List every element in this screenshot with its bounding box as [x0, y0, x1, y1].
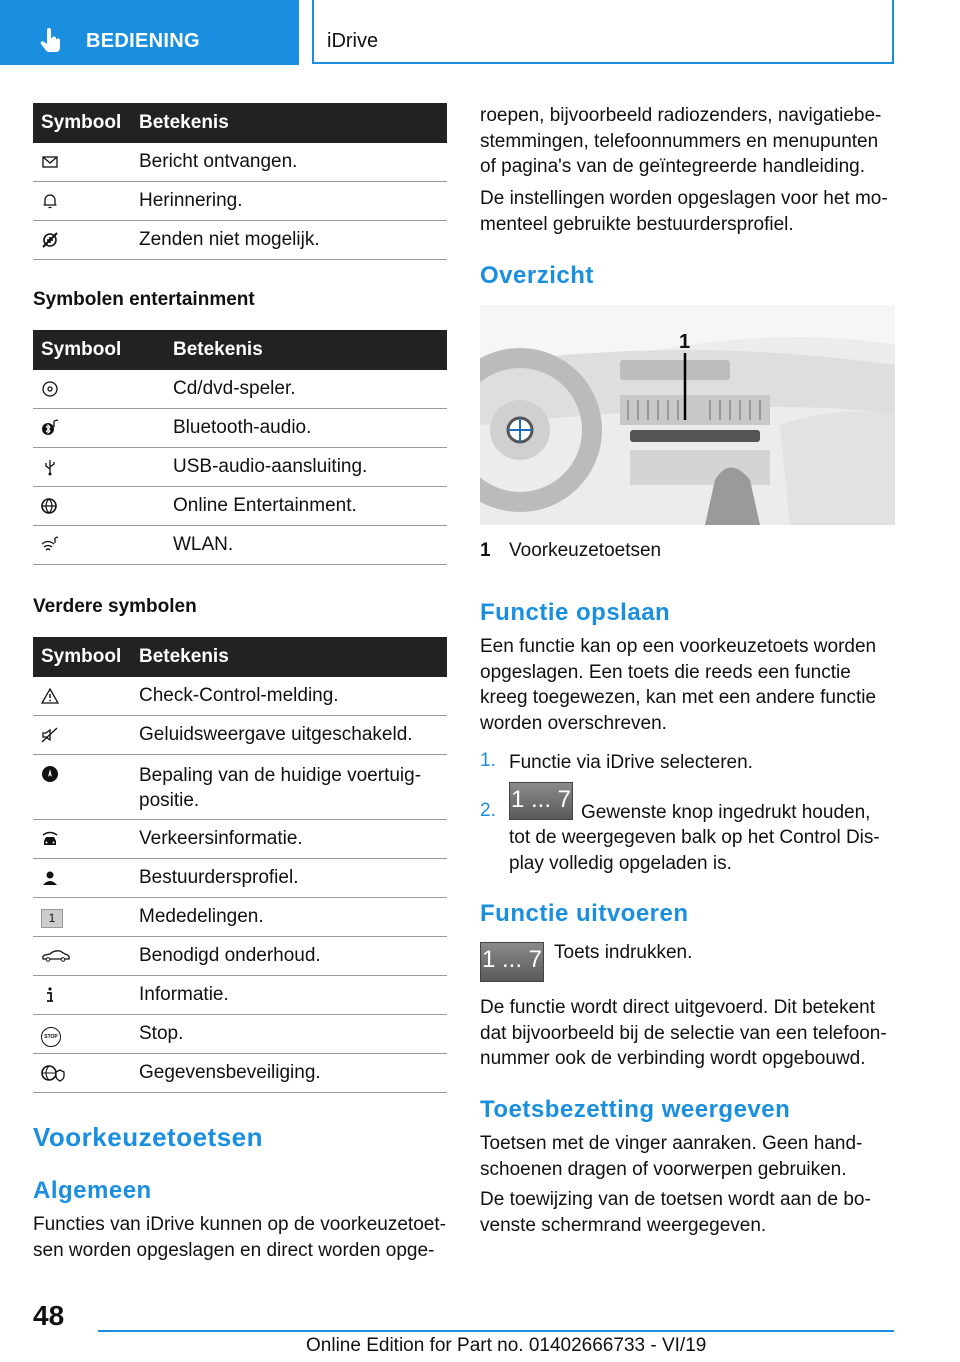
row-text: Informatie. [139, 984, 229, 1005]
traffic-icon [41, 830, 59, 848]
row-text: Benodigd onderhoud. [139, 945, 321, 966]
step-2-text-b: tot de weergegeven balk op het Control Dis- play volledig opgeladen is. [509, 827, 880, 874]
table-row [33, 526, 447, 565]
row-text: Stop. [139, 1023, 184, 1044]
legend-text: Voorkeuzetoetsen [509, 540, 662, 561]
stop-icon: STOP [41, 1027, 61, 1047]
table-row [33, 820, 447, 859]
store-heading: Functie opslaan [480, 599, 671, 626]
row-text: Bestuurdersprofiel. [139, 867, 299, 888]
chapter-title: iDrive [327, 30, 379, 52]
entertainment-table [33, 330, 447, 565]
table-row [33, 716, 447, 755]
bell-icon [41, 192, 59, 210]
show-text-2: De toewijzing van de toetsen wordt aan de bo- venste schermrand weergegeven. [480, 1189, 871, 1236]
col-symbol-header: Symbool [41, 112, 122, 133]
step-1-number: 1. [480, 750, 496, 771]
row-text: Bericht ontvangen. [139, 151, 298, 172]
table-row [33, 859, 447, 898]
table-row [33, 409, 447, 448]
row-text: Zenden niet mogelijk. [139, 229, 320, 250]
bluetooth-audio-icon [41, 419, 59, 437]
continued-text: roepen, bijvoorbeeld radiozenders, navigatiebe- stemmingen, telefoonnummers en menupunten of pagina's van de geïntegreerde handleiding. [480, 105, 882, 177]
row-text: Gegevensbeveiliging. [139, 1062, 321, 1083]
table-header [33, 103, 447, 143]
photo-callout-number: 1 [679, 331, 691, 353]
saved-text: De instellingen worden opgeslagen voor het mo- menteel gebruikte bestuurdersprofiel. [480, 188, 888, 235]
row-text: Verkeersinformatie. [139, 828, 303, 849]
algemeen-heading: Algemeen [33, 1177, 152, 1204]
row-text: Check-Control-melding. [139, 685, 339, 706]
car-service-icon [41, 949, 71, 963]
chapter-header [312, 0, 894, 64]
driver-profile-icon [41, 869, 59, 887]
table-row [33, 1054, 447, 1093]
table-row [33, 937, 447, 976]
table-row [33, 221, 447, 260]
exec-text: De functie wordt direct uitgevoerd. Dit betekent dat bijvoorbeeld bij de selectie van een telefoon- nummer ook de verbinding wordt opgebouwd. [480, 997, 887, 1069]
wlan-icon [41, 536, 59, 554]
step-2-text-a: Gewenste knop ingedrukt houden, [581, 802, 871, 823]
row-text: Online Entertainment. [173, 495, 357, 516]
row-text: Bluetooth-audio. [173, 417, 312, 438]
table-row [33, 448, 447, 487]
table-row [33, 370, 447, 409]
info-icon [41, 986, 59, 1004]
col-meaning-header: Betekenis [139, 112, 229, 133]
footer-edition: Online Edition for Part no. 01402666733 - VI/19 [306, 1335, 707, 1356]
table-row [33, 1015, 447, 1054]
col-symbol-header: Symbool [41, 646, 122, 667]
col-meaning-header: Betekenis [173, 339, 263, 360]
table-header [33, 330, 447, 370]
step-1-text: Functie via iDrive selecteren. [509, 752, 753, 773]
store-text: Een functie kan op een voorkeuzetoets worden opgeslagen. Een toets die reeds een functie kreeg toegewezen, kan met een andere functie worden overschreven. [480, 636, 877, 734]
col-meaning-header: Betekenis [139, 646, 229, 667]
row-text: Bepaling van de huidige voertuig- positie. [139, 765, 422, 811]
table-row [33, 755, 447, 820]
general-symbols-table [33, 103, 447, 260]
table-row [33, 182, 447, 221]
position-icon [41, 765, 59, 783]
preset-key-button-image: 1 ... 7 [480, 942, 544, 982]
table-row [33, 487, 447, 526]
exec-key-text: Toets indrukken. [554, 942, 693, 963]
disc-icon [41, 380, 59, 398]
table-row [33, 143, 447, 182]
no-transmit-icon [41, 231, 59, 249]
step-2-number: 2. [480, 800, 496, 821]
row-text: Mededelingen. [139, 906, 264, 927]
exec-heading: Functie uitvoeren [480, 900, 689, 927]
table-row [33, 976, 447, 1015]
other-symbols-heading: Verdere symbolen [33, 596, 197, 617]
entertainment-heading: Symbolen entertainment [33, 289, 255, 310]
warning-icon [41, 687, 59, 705]
voorkeuze-heading: Voorkeuzetoetsen [33, 1122, 264, 1152]
section-tab [0, 0, 299, 65]
algemeen-text: Functies van iDrive kunnen op de voorkeuzetoet- sen worden opgeslagen en direct worden opge- [33, 1214, 446, 1261]
row-text: Cd/dvd-speler. [173, 378, 296, 399]
mute-icon [41, 726, 59, 744]
row-text: Geluidsweergave uitgeschakeld. [139, 724, 413, 745]
table-row [33, 677, 447, 716]
data-protection-icon [41, 1064, 65, 1082]
col-symbol-header: Symbool [41, 339, 122, 360]
preset-key-button-image: 1 ... 7 [509, 782, 573, 820]
row-text: USB-audio-aansluiting. [173, 456, 368, 477]
envelope-icon [41, 153, 59, 171]
dashboard-photo [480, 305, 895, 525]
table-header [33, 637, 447, 677]
hand-touch-icon [40, 28, 60, 52]
row-text: Herinnering. [139, 190, 243, 211]
show-heading: Toetsbezetting weergeven [480, 1096, 791, 1123]
usb-icon [41, 458, 59, 476]
show-text-1: Toetsen met de vinger aanraken. Geen hand- schoenen dragen of voorwerpen gebruiken. [480, 1133, 863, 1180]
table-row [33, 898, 447, 937]
overview-heading: Overzicht [480, 262, 594, 289]
row-text: WLAN. [173, 534, 234, 555]
message-icon: 1 [41, 909, 63, 928]
footer-divider [98, 1330, 894, 1332]
legend-number: 1 [480, 540, 491, 561]
other-symbols-table [33, 637, 447, 1093]
page-number: 48 [33, 1300, 65, 1331]
section-title: BEDIENING [86, 30, 200, 52]
online-entertainment-icon [41, 497, 59, 515]
